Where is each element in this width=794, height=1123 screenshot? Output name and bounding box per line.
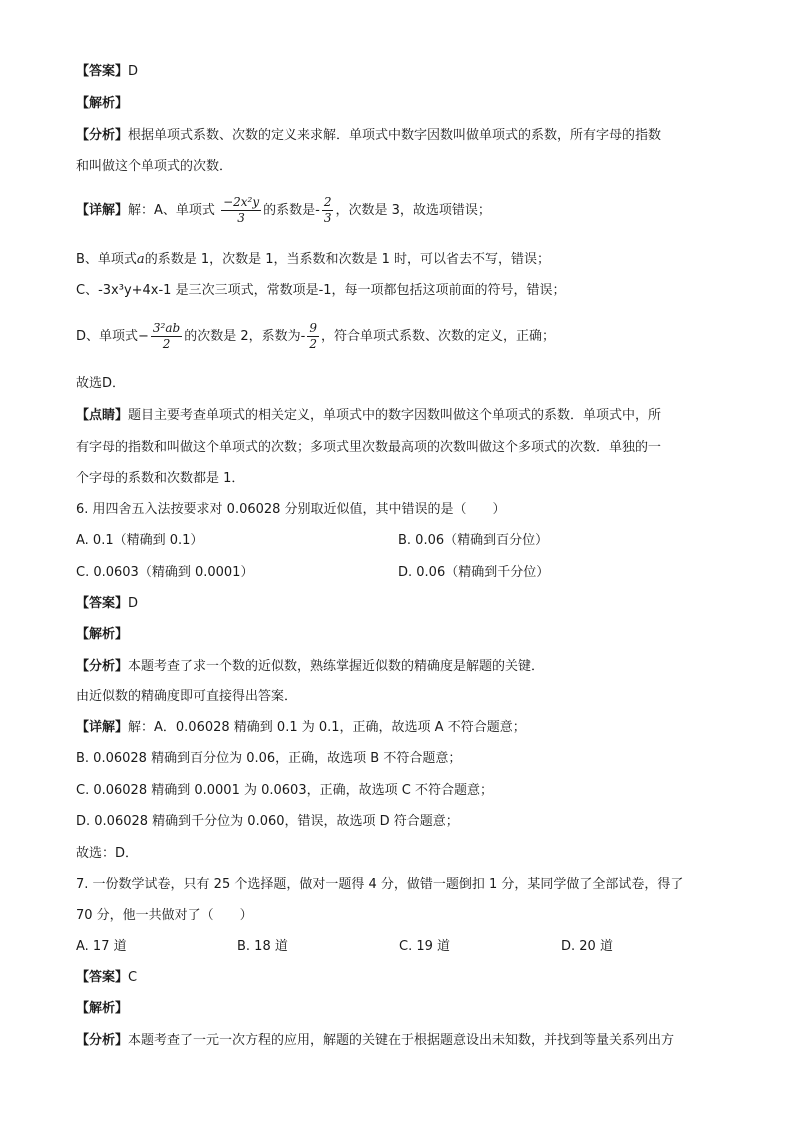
answer-line [76,595,138,613]
dianjing-tag: 【点睛】 [76,408,129,423]
analysis-tag: 【解析】 [76,1001,129,1016]
detail-line-b: B. 0.06028 精确到百分位为 0.06，正确，故选项 B 不符合题意； [76,751,462,766]
variable: a [136,252,145,267]
answer-line [76,63,138,81]
answer-value: D [128,596,139,611]
analysis-tag: 【解析】 [76,627,129,642]
fraction-numerator: 9 [309,321,317,335]
q7-option-b: B. 18 道 [237,939,288,954]
fraction-denominator: 2 [309,337,317,351]
detail-text: 的系数是 1，次数是 1，当系数和次数是 1 时，可以省去不写，错误； [144,252,551,267]
detail-line-a [76,719,526,737]
fraction [307,321,319,352]
q7-option-d: D. 20 道 [561,939,613,954]
fenxi-line-2: 和叫做这个单项式的次数． [76,159,233,174]
detail-text: B、单项式 [76,252,137,267]
fraction [151,321,182,352]
detail-line-c: C、-3x³y+4x-1 是三次三项式，常数项是-1，每一项都包括这项前面的符号，错误； [76,283,566,298]
fenxi-text: 本题考查了一元一次方程的应用，解题的关键在于根据题意设出未知数，并找到等量关系列出方 [128,1033,675,1048]
detail-text: 的次数是 2，系数为- [184,329,306,344]
q6-option-a: A. 0.1（精确到 0.1） [76,533,204,548]
q7-option-c: C. 19 道 [399,939,451,954]
fenxi-text: 本题考查了求一个数的近似数，熟练掌握近似数的精确度是解题的关键． [128,659,545,674]
detail-line-d: D、单项式− $\frac{\text{3²ab}}{2}$ 的次数是 2，系数为- $\frac{9}{2}$ ，符合单项式系数、次数的定义，正确； [76,321,555,351]
detail-text: 的系数是- [263,203,320,218]
question-7-stem-line-1: 7. 一份数学试卷，只有 25 个选择题，做对一题得 4 分，做错一题倒扣 1 分，某同学做了全部试卷，得了 [76,877,684,892]
analysis-tag: 【解析】 [76,96,129,111]
fraction-numerator: −2x²y [223,195,260,209]
choose-line: 故选D． [76,376,126,391]
fenxi-line-2: 由近似数的精确度即可直接得出答案． [76,689,298,704]
fraction [221,195,261,226]
dianjing-line-3: 个字母的系数和次数都是 1． [76,471,245,486]
q6-option-d: D. 0.06（精确到千分位） [398,565,550,580]
choose-line: 故选：D． [76,846,139,861]
question-7-stem-line-2: 70 分，他一共做对了（ ） [76,908,253,923]
question-6-stem: 6. 用四舍五入法按要求对 0.06028 分别取近似值，其中错误的是（ ） [76,502,506,517]
fenxi-tag: 【分析】 [76,128,129,143]
detail-text: D、单项式 [76,329,139,344]
detail-text: 解：A、单项式 [128,203,215,218]
q6-option-c: C. 0.0603（精确到 0.0001） [76,565,254,580]
fraction-numerator: 3²ab [152,321,181,335]
detail-text: 解：A．0.06028 精确到 0.1 为 0.1，正确，故选项 A 不符合题意； [128,720,526,735]
fenxi-line-1 [76,1032,674,1050]
fraction-denominator: 3 [237,211,245,225]
fenxi-tag: 【分析】 [76,1033,129,1048]
detail-line-a [76,194,491,228]
fraction-denominator: 2 [162,337,171,351]
answer-value: D [128,64,139,79]
dianjing-line-1 [76,407,661,425]
fenxi-line-1 [76,658,544,676]
fraction-numerator: 2 [323,195,332,209]
dianjing-text: 题目主要考查单项式的相关定义，单项式中的数字因数叫做这个单项式的系数．单项式中，所 [128,408,662,423]
detail-text: ，次数是 3，故选项错误； [335,203,491,218]
q6-option-b: B. 0.06（精确到百分位） [398,533,549,548]
answer-tag: 【答案】 [76,970,129,985]
fenxi-tag: 【分析】 [76,659,129,674]
fenxi-line-1 [76,127,661,145]
detail-text: ，符合单项式系数、次数的定义，正确； [320,329,555,344]
answer-tag: 【答案】 [76,64,129,79]
answer-value: C [128,970,138,985]
fenxi-text: 根据单项式系数、次数的定义来求解．单项式中数字因数叫做单项式的系数，所有字母的指数 [128,128,662,143]
detail-line-d: D. 0.06028 精确到千分位为 0.060，错误，故选项 D 符合题意； [76,814,459,829]
detail-line-b [76,251,550,269]
fraction-denominator: 3 [323,211,332,225]
detail-line-c: C. 0.06028 精确到 0.0001 为 0.0603，正确，故选项 C 不符合题意； [76,783,493,798]
q7-option-a: A. 17 道 [76,939,127,954]
dianjing-line-2: 有字母的指数和叫做这个单项式的次数；多项式里次数最高项的次数叫做这个多项式的次数．单独的一 [76,440,662,455]
fraction [322,195,334,226]
detail-tag: 【详解】 [76,720,129,735]
answer-tag: 【答案】 [76,596,129,611]
detail-tag: 【详解】 [76,203,129,218]
answer-line [76,969,137,987]
